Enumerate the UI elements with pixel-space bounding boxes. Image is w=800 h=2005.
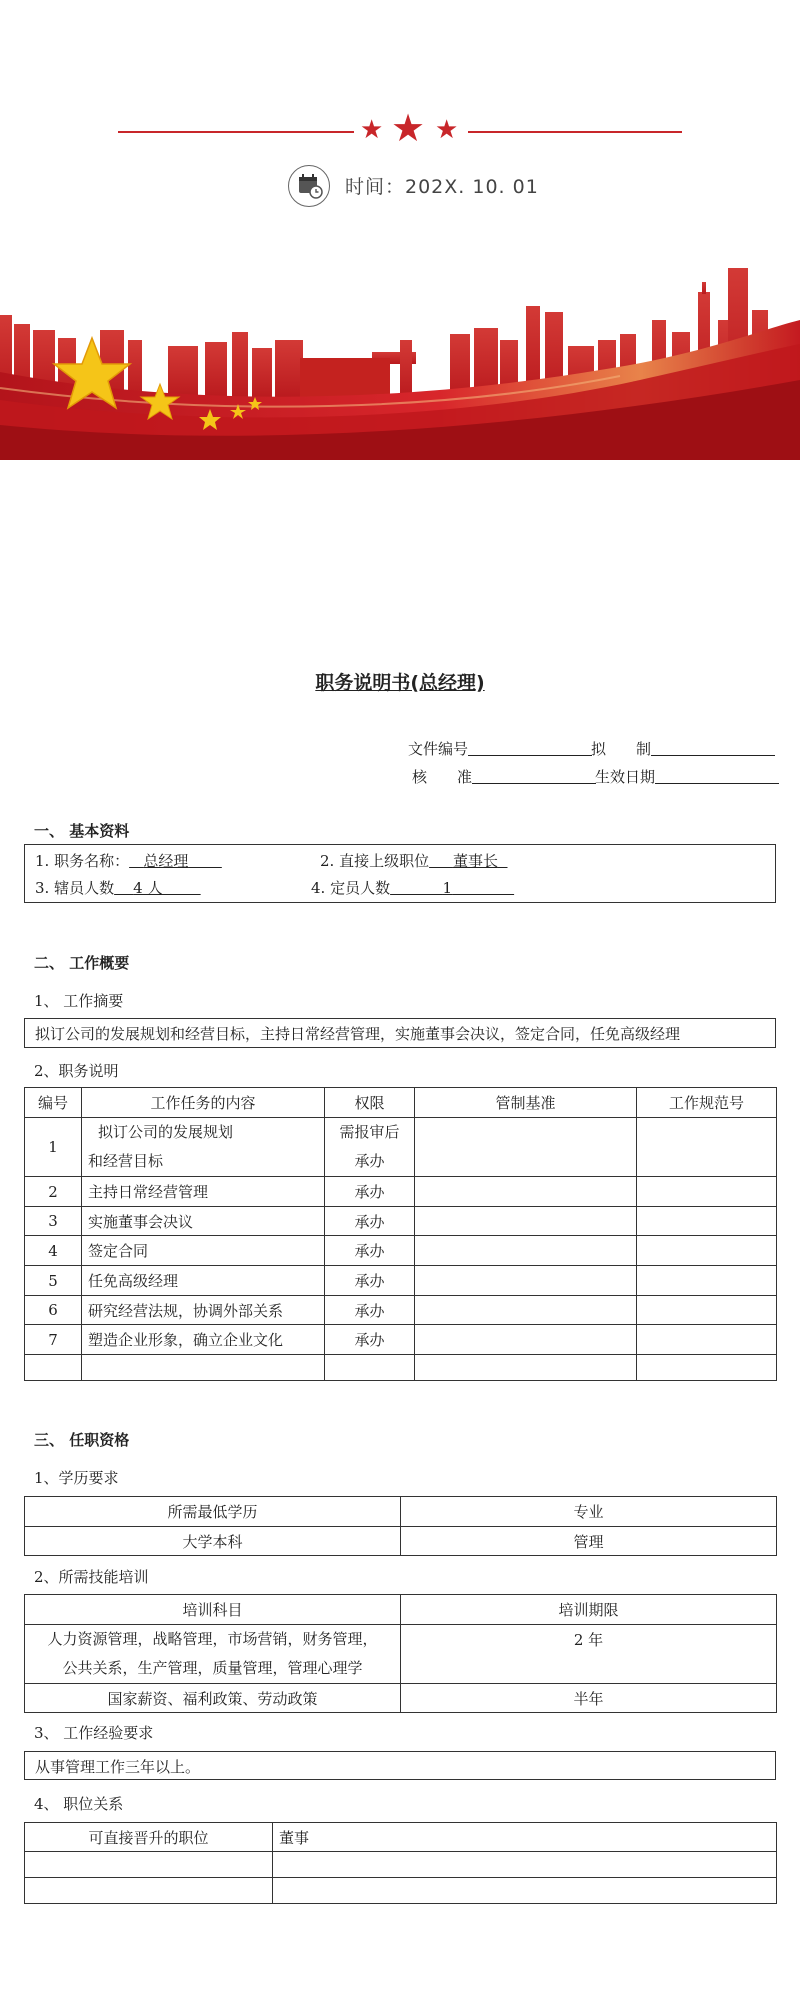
header-star-icon: ★ bbox=[391, 106, 426, 150]
table-row bbox=[25, 1296, 777, 1325]
duty-control-basis bbox=[415, 1266, 637, 1296]
duty-no: 5 bbox=[25, 1266, 82, 1296]
duty-control-basis bbox=[415, 1118, 637, 1177]
meta-effective-date: 生效日期 bbox=[595, 768, 656, 786]
headcount-field: 4. 定员人数 1 bbox=[311, 879, 453, 897]
skills-table bbox=[24, 1594, 777, 1713]
header-star-icon: ★ bbox=[435, 115, 459, 145]
subordinates-field: 3. 辖员人数 4 人 bbox=[35, 879, 163, 897]
calendar-clock-icon bbox=[288, 165, 330, 207]
skill-period: 2 年 bbox=[401, 1625, 777, 1684]
duty-spec-no bbox=[637, 1118, 777, 1177]
header-cell: 权限 bbox=[325, 1088, 415, 1118]
duty-control-basis bbox=[415, 1207, 637, 1236]
skills-heading: 2、所需技能培训 bbox=[34, 1568, 149, 1586]
table-row-empty bbox=[25, 1878, 777, 1904]
duty-control-basis bbox=[415, 1236, 637, 1266]
experience-heading: 3、 工作经验要求 bbox=[34, 1724, 154, 1742]
header-star-icon: ★ bbox=[360, 115, 384, 145]
summary-text: 拟订公司的发展规划和经营目标，主持日常经营管理，实施董事会决议，签定合同，任免高级经理 bbox=[35, 1025, 681, 1043]
table-row bbox=[25, 1177, 777, 1207]
promote-label: 可直接晋升的职位 bbox=[25, 1823, 273, 1852]
header-divider-right bbox=[468, 131, 682, 133]
document-title: 职务说明书(总经理) bbox=[315, 672, 485, 694]
header-cell: 培训科目 bbox=[25, 1595, 401, 1625]
duty-no: 3 bbox=[25, 1207, 82, 1236]
duty-no: 2 bbox=[25, 1177, 82, 1207]
header-cell: 编号 bbox=[25, 1088, 82, 1118]
duty-task: 签定合同 bbox=[82, 1236, 325, 1266]
publish-time: 时间：202X. 10. 01 bbox=[345, 176, 539, 198]
duty-spec-no bbox=[637, 1266, 777, 1296]
duty-authority: 承办 bbox=[325, 1207, 415, 1236]
duty-authority: 承办 bbox=[325, 1296, 415, 1325]
table-row-empty bbox=[25, 1852, 777, 1878]
duty-task: 研究经营法规，协调外部关系 bbox=[82, 1296, 325, 1325]
duty-task: 塑造企业形象，确立企业文化 bbox=[82, 1325, 325, 1355]
superior-field: 2. 直接上级职位 董事长 bbox=[320, 852, 498, 870]
table-header-row bbox=[25, 1088, 777, 1118]
duty-task: 主持日常经营管理 bbox=[82, 1177, 325, 1207]
relation-table bbox=[24, 1822, 777, 1904]
table-row bbox=[25, 1325, 777, 1355]
section-qualification-heading: 三、 任职资格 bbox=[34, 1431, 130, 1449]
duty-authority: 需报审后 承办 bbox=[325, 1118, 415, 1177]
skill-period: 半年 bbox=[401, 1684, 777, 1713]
experience-text: 从事管理工作三年以上。 bbox=[35, 1758, 201, 1776]
table-header-row bbox=[25, 1497, 777, 1527]
duty-control-basis bbox=[415, 1177, 637, 1207]
duties-table bbox=[24, 1087, 777, 1381]
skill-subject: 人力资源管理，战略管理，市场营销，财务管理， 公共关系，生产管理，质量管理，管理心理学 bbox=[25, 1625, 401, 1684]
meta-draft: 拟 制 bbox=[591, 740, 652, 758]
education-level: 大学本科 bbox=[25, 1527, 401, 1556]
basic-info-box bbox=[24, 844, 776, 903]
duty-spec-no bbox=[637, 1177, 777, 1207]
duty-authority: 承办 bbox=[325, 1236, 415, 1266]
duty-no: 7 bbox=[25, 1325, 82, 1355]
section-basic-info-heading: 一、 基本资料 bbox=[34, 822, 130, 840]
table-row bbox=[25, 1823, 777, 1852]
relation-heading: 4、 职位关系 bbox=[34, 1795, 124, 1813]
meta-approve: 核 准 bbox=[412, 768, 473, 786]
duty-no: 4 bbox=[25, 1236, 82, 1266]
header-cell: 专业 bbox=[401, 1497, 777, 1527]
education-major: 管理 bbox=[401, 1527, 777, 1556]
table-row bbox=[25, 1527, 777, 1556]
header-cell: 培训期限 bbox=[401, 1595, 777, 1625]
header-cell: 工作规范号 bbox=[637, 1088, 777, 1118]
table-row bbox=[25, 1207, 777, 1236]
duty-authority: 承办 bbox=[325, 1177, 415, 1207]
duty-task: 任免高级经理 bbox=[82, 1266, 325, 1296]
summary-box bbox=[24, 1018, 776, 1048]
duty-task: 实施董事会决议 bbox=[82, 1207, 325, 1236]
duties-heading: 2、职务说明 bbox=[34, 1062, 119, 1080]
duty-task: 拟订公司的发展规划 和经营目标 bbox=[82, 1118, 325, 1177]
duty-spec-no bbox=[637, 1325, 777, 1355]
duty-no: 1 bbox=[25, 1118, 82, 1177]
header-cell: 管制基准 bbox=[415, 1088, 637, 1118]
promote-value: 董事 bbox=[273, 1823, 777, 1852]
duty-authority: 承办 bbox=[325, 1325, 415, 1355]
table-row bbox=[25, 1684, 777, 1713]
table-row bbox=[25, 1118, 777, 1177]
summary-heading: 1、 工作摘要 bbox=[34, 992, 124, 1010]
duty-no: 6 bbox=[25, 1296, 82, 1325]
table-row bbox=[25, 1236, 777, 1266]
duty-control-basis bbox=[415, 1325, 637, 1355]
header-cell: 工作任务的内容 bbox=[82, 1088, 325, 1118]
duty-authority: 承办 bbox=[325, 1266, 415, 1296]
banner-illustration bbox=[0, 260, 800, 460]
education-heading: 1、学历要求 bbox=[34, 1469, 119, 1487]
header-divider-left bbox=[118, 131, 354, 133]
table-row bbox=[25, 1625, 777, 1684]
skill-subject: 国家薪资、福利政策、劳动政策 bbox=[25, 1684, 401, 1713]
section-overview-heading: 二、 工作概要 bbox=[34, 954, 130, 972]
duty-spec-no bbox=[637, 1207, 777, 1236]
duty-spec-no bbox=[637, 1236, 777, 1266]
duty-spec-no bbox=[637, 1296, 777, 1325]
header-cell: 所需最低学历 bbox=[25, 1497, 401, 1527]
table-row bbox=[25, 1266, 777, 1296]
duty-control-basis bbox=[415, 1296, 637, 1325]
job-name-field: 1. 职务名称： 总经理 bbox=[35, 852, 189, 870]
education-table bbox=[24, 1496, 777, 1556]
experience-box bbox=[24, 1751, 776, 1780]
table-header-row bbox=[25, 1595, 777, 1625]
table-row-empty bbox=[25, 1355, 777, 1381]
meta-file-no: 文件编号 bbox=[408, 740, 469, 758]
